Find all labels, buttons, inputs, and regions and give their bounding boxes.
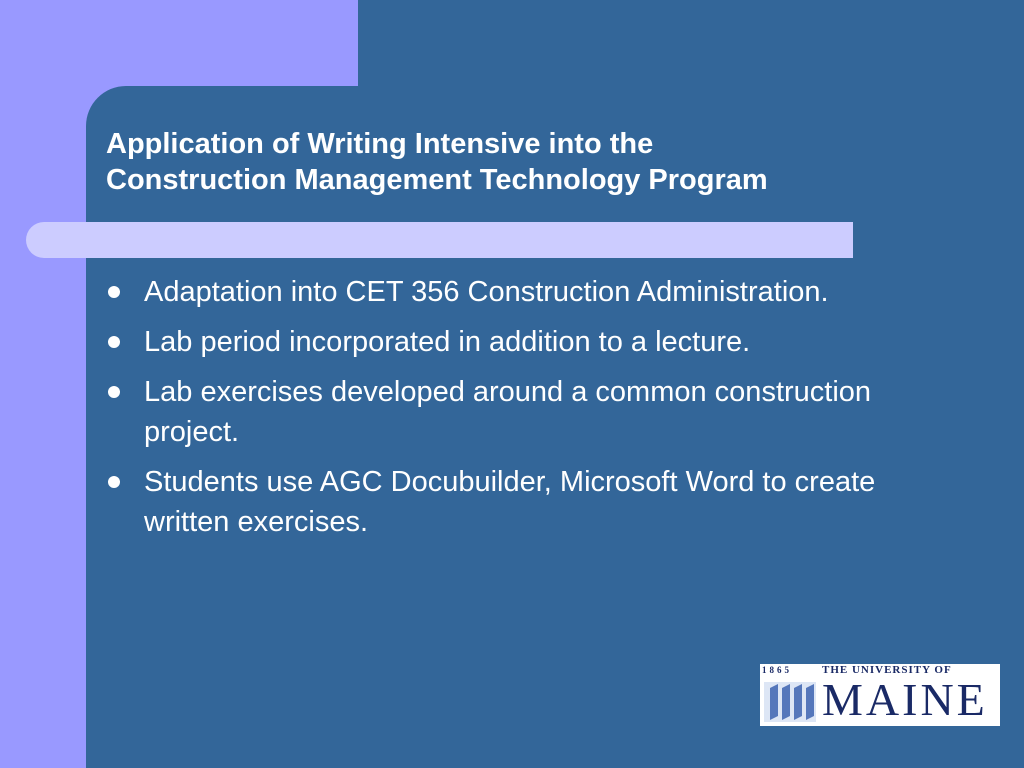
bullet-text: Lab exercises developed around a common construction project.	[144, 376, 872, 448]
top-accent-panel	[0, 0, 358, 86]
bullet-item	[104, 372, 904, 452]
bullet-text: Adaptation into CET 356 Construction Administration.	[144, 276, 829, 308]
slide-title	[106, 126, 926, 198]
left-accent-panel	[0, 0, 86, 768]
logo-year: 1865	[762, 665, 792, 675]
bullet-dot-icon	[108, 336, 120, 348]
bullet-dot-icon	[108, 286, 120, 298]
bullet-list	[104, 272, 904, 552]
university-logo	[760, 664, 1000, 726]
bullet-item	[104, 272, 904, 312]
bullet-item	[104, 322, 904, 362]
bullet-text: Lab period incorporated in addition to a lecture.	[144, 326, 751, 358]
logo-name: MAINE	[822, 674, 988, 725]
bullet-dot-icon	[108, 476, 120, 488]
pillars-icon	[764, 678, 816, 722]
bullet-dot-icon	[108, 386, 120, 398]
slide-title-line-1: Application of Writing Intensive into the	[106, 128, 654, 160]
bullet-item	[104, 462, 904, 542]
logo-subtitle: THE UNIVERSITY OF	[822, 664, 952, 676]
bullet-text: Students use AGC Docubuilder, Microsoft Word to create written exercises.	[144, 466, 876, 538]
slide-title-line-2: Construction Management Technology Program	[106, 164, 768, 196]
title-divider-bar	[26, 222, 853, 258]
